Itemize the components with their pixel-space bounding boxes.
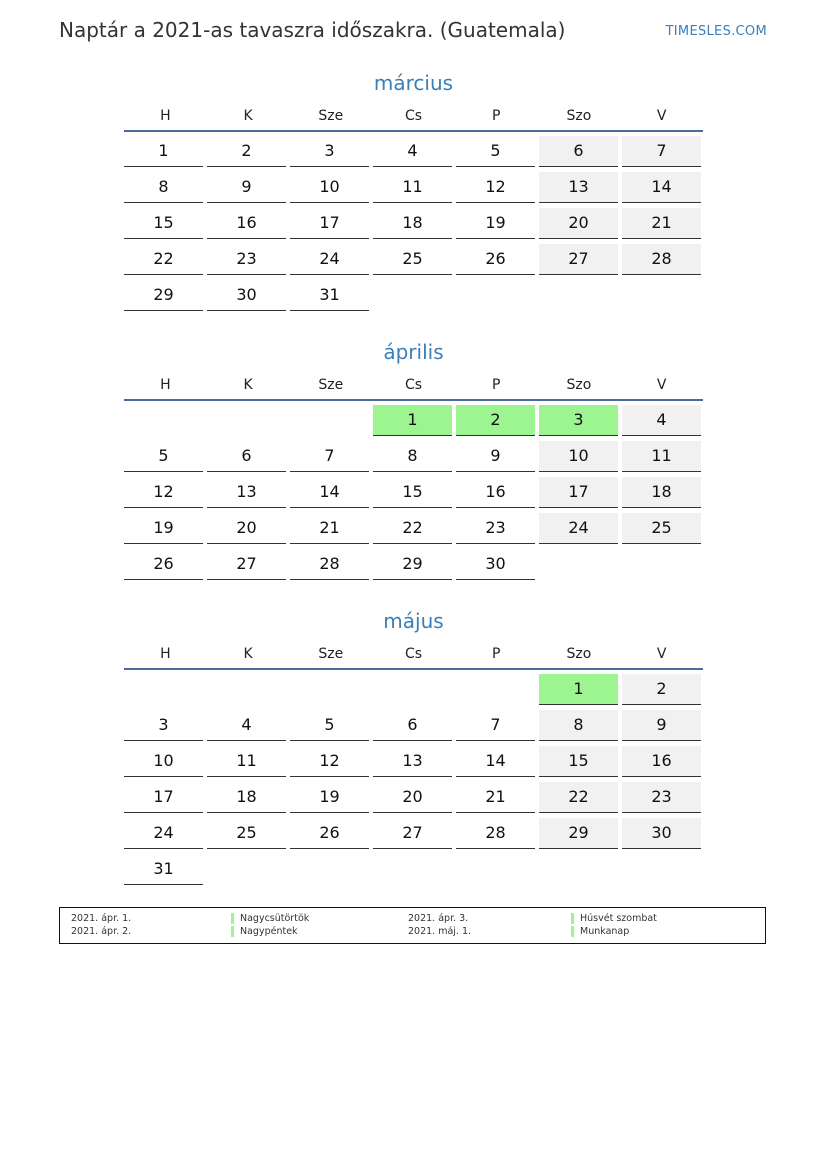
month-name: május [383, 609, 444, 633]
day-cell: 9 [456, 441, 535, 472]
day-cell: 20 [207, 513, 286, 544]
day-cell: 22 [124, 244, 203, 275]
day-cell: 24 [539, 513, 618, 544]
day-cell: 14 [456, 746, 535, 777]
weekday-label: V [656, 646, 667, 662]
legend-date: 2021. ápr. 3. [408, 913, 469, 924]
day-cell: 18 [207, 782, 286, 813]
weekday-label: H [160, 646, 171, 662]
day-cell: 11 [373, 172, 452, 203]
legend-name: Húsvét szombat [571, 913, 657, 924]
weekday-label: Cs [404, 108, 423, 124]
weekday-label: P [492, 108, 501, 124]
day-cell: 2 [207, 136, 286, 167]
day-cell: 25 [373, 244, 452, 275]
day-cell: 28 [290, 549, 369, 580]
holiday-day-cell: 2 [456, 405, 535, 436]
day-cell: 22 [539, 782, 618, 813]
weekday-header [124, 106, 703, 132]
day-cell: 4 [207, 710, 286, 741]
day-cell: 3 [124, 710, 203, 741]
day-cell: 30 [622, 818, 701, 849]
day-cell: 23 [207, 244, 286, 275]
day-cell: 21 [622, 208, 701, 239]
empty-day-cell [207, 405, 286, 436]
holiday-legend [59, 907, 766, 944]
empty-day-cell [124, 405, 203, 436]
empty-day-cell [290, 405, 369, 436]
weekday-label: P [492, 646, 501, 662]
legend-date: 2021. ápr. 2. [71, 926, 132, 937]
weekday-label: P [492, 377, 501, 393]
day-cell: 25 [622, 513, 701, 544]
day-cell: 27 [539, 244, 618, 275]
legend-name: Nagycsütörtök [231, 913, 309, 924]
day-cell: 29 [373, 549, 452, 580]
weekday-label: V [656, 108, 667, 124]
day-cell: 8 [539, 710, 618, 741]
day-cell: 29 [539, 818, 618, 849]
month-name: április [383, 340, 444, 364]
day-cell: 22 [373, 513, 452, 544]
day-cell: 26 [290, 818, 369, 849]
weekday-label: Sze [318, 646, 344, 662]
day-cell: 27 [207, 549, 286, 580]
day-cell: 26 [124, 549, 203, 580]
day-cell: 16 [456, 477, 535, 508]
month-name: március [373, 71, 454, 95]
day-cell: 10 [124, 746, 203, 777]
day-cell: 17 [290, 208, 369, 239]
legend-date: 2021. máj. 1. [408, 926, 472, 937]
day-cell: 20 [373, 782, 452, 813]
weekday-header [124, 644, 703, 670]
day-grid [124, 401, 703, 585]
day-cell: 7 [290, 441, 369, 472]
empty-day-cell [373, 674, 452, 705]
day-cell: 28 [456, 818, 535, 849]
empty-day-cell [290, 674, 369, 705]
empty-day-cell [456, 674, 535, 705]
weekday-label: Cs [404, 377, 423, 393]
day-cell: 30 [207, 280, 286, 311]
day-grid [124, 670, 703, 890]
day-cell: 16 [207, 208, 286, 239]
day-cell: 30 [456, 549, 535, 580]
weekday-label: K [243, 108, 253, 124]
weekday-label: K [243, 646, 253, 662]
day-cell: 31 [290, 280, 369, 311]
day-cell: 12 [456, 172, 535, 203]
day-cell: 20 [539, 208, 618, 239]
day-cell: 12 [124, 477, 203, 508]
day-cell: 24 [290, 244, 369, 275]
day-cell: 18 [622, 477, 701, 508]
day-cell: 9 [207, 172, 286, 203]
day-cell: 21 [456, 782, 535, 813]
weekday-label: Szo [566, 108, 592, 124]
day-cell: 2 [622, 674, 701, 705]
day-cell: 11 [207, 746, 286, 777]
brand-link[interactable]: TIMESLES.COM [665, 24, 767, 39]
weekday-label: Sze [318, 108, 344, 124]
day-cell: 19 [456, 208, 535, 239]
weekday-label: K [243, 377, 253, 393]
holiday-day-cell: 1 [539, 674, 618, 705]
day-cell: 7 [456, 710, 535, 741]
empty-day-cell [207, 674, 286, 705]
day-cell: 13 [373, 746, 452, 777]
holiday-day-cell: 3 [539, 405, 618, 436]
day-cell: 4 [373, 136, 452, 167]
weekday-header [124, 375, 703, 401]
day-cell: 8 [124, 172, 203, 203]
day-cell: 4 [622, 405, 701, 436]
weekday-label: V [656, 377, 667, 393]
weekday-label: Cs [404, 646, 423, 662]
day-cell: 6 [207, 441, 286, 472]
weekday-label: Szo [566, 377, 592, 393]
day-cell: 15 [373, 477, 452, 508]
day-cell: 10 [539, 441, 618, 472]
day-cell: 18 [373, 208, 452, 239]
day-cell: 19 [290, 782, 369, 813]
day-cell: 8 [373, 441, 452, 472]
weekday-label: H [160, 377, 171, 393]
weekday-label: H [160, 108, 171, 124]
day-cell: 14 [290, 477, 369, 508]
day-cell: 5 [456, 136, 535, 167]
day-cell: 3 [290, 136, 369, 167]
day-cell: 25 [207, 818, 286, 849]
page-title: Naptár a 2021-as tavaszra időszakra. (Guatemala) [59, 18, 566, 42]
day-cell: 7 [622, 136, 701, 167]
weekday-label: Sze [318, 377, 344, 393]
day-cell: 17 [124, 782, 203, 813]
day-cell: 23 [622, 782, 701, 813]
legend-name: Nagypéntek [231, 926, 298, 937]
day-cell: 23 [456, 513, 535, 544]
day-cell: 28 [622, 244, 701, 275]
month-calendar [124, 70, 703, 316]
day-cell: 10 [290, 172, 369, 203]
day-cell: 13 [539, 172, 618, 203]
day-cell: 6 [539, 136, 618, 167]
day-cell: 5 [124, 441, 203, 472]
day-cell: 13 [207, 477, 286, 508]
day-cell: 5 [290, 710, 369, 741]
day-cell: 1 [124, 136, 203, 167]
day-cell: 27 [373, 818, 452, 849]
day-cell: 16 [622, 746, 701, 777]
day-cell: 14 [622, 172, 701, 203]
legend-date: 2021. ápr. 1. [71, 913, 132, 924]
day-cell: 12 [290, 746, 369, 777]
day-cell: 31 [124, 854, 203, 885]
weekday-label: Szo [566, 646, 592, 662]
day-cell: 15 [124, 208, 203, 239]
holiday-day-cell: 1 [373, 405, 452, 436]
legend-name: Munkanap [571, 926, 629, 937]
month-calendar [124, 339, 703, 585]
day-cell: 24 [124, 818, 203, 849]
day-cell: 11 [622, 441, 701, 472]
day-cell: 15 [539, 746, 618, 777]
empty-day-cell [124, 674, 203, 705]
month-calendar [124, 608, 703, 890]
day-cell: 6 [373, 710, 452, 741]
day-cell: 26 [456, 244, 535, 275]
day-grid [124, 132, 703, 316]
day-cell: 17 [539, 477, 618, 508]
day-cell: 21 [290, 513, 369, 544]
day-cell: 29 [124, 280, 203, 311]
day-cell: 19 [124, 513, 203, 544]
day-cell: 9 [622, 710, 701, 741]
